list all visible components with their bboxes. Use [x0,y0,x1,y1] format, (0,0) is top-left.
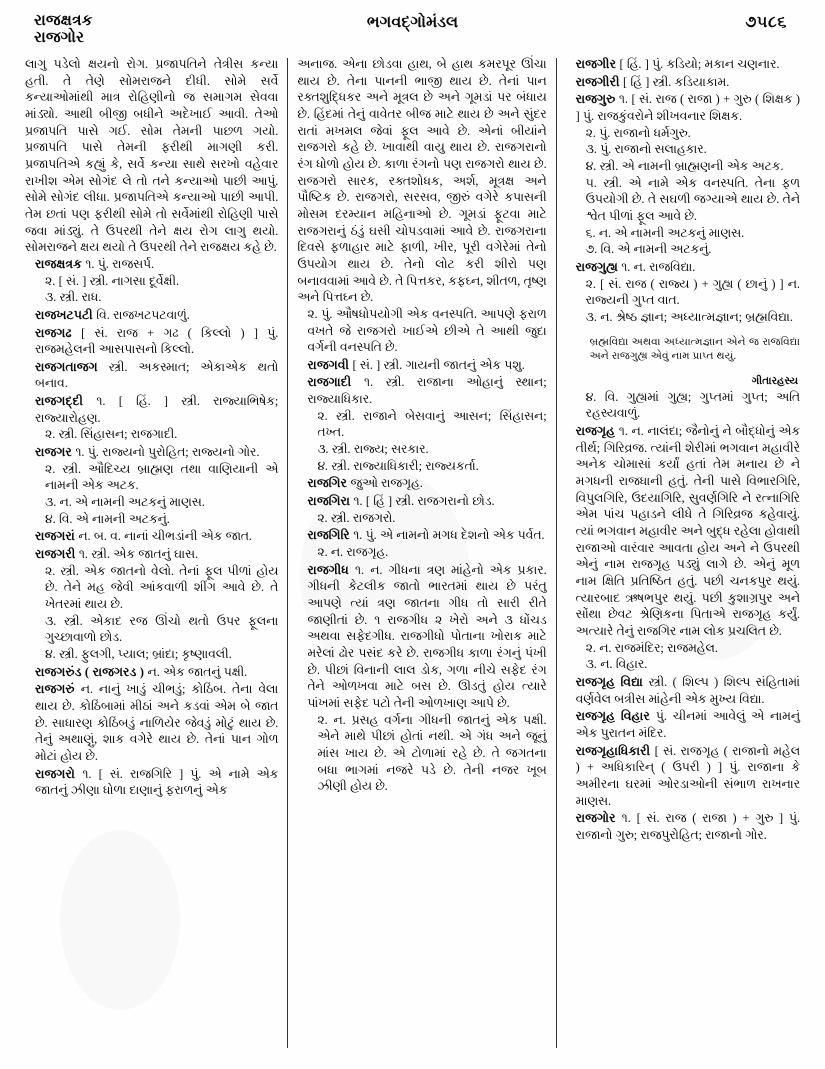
dictionary-entry[interactable] [25,664,278,681]
sense-text: જુઓ રાજગૃહ. [350,476,423,491]
sense-number: ૧. [96,394,106,409]
sense-number: ૧. [621,259,631,274]
entry-sense [307,408,546,441]
entry-sense [576,309,800,326]
sense-number: ૧. [353,494,363,509]
entry-headword[interactable]: રાજગદ્દી [35,394,97,409]
entry-sense [35,426,278,443]
entry-sense [307,544,546,561]
sense-text: [ હિં. ] પું. કડિયો; મકાન ચણનાર. [619,57,780,71]
entry-headword[interactable]: રાજગિરા [307,494,354,509]
entry-sense [35,289,278,306]
sense-number: ૨. [45,563,56,578]
entry-first-line [307,374,546,407]
sense-text: ન. બ. વ. નાનાં ચીભડાંની એક જાત. [78,529,253,544]
sense-text: પું. એ નામનો મગધ દેશનો એક પર્વત. [365,528,545,543]
entry-headword[interactable]: રાજગૃહ [575,424,619,439]
sense-text: ન. એ નામની અટકનું માણસ. [59,495,205,510]
entry-sense [35,511,278,528]
dictionary-entry[interactable] [25,307,278,324]
sense-text: [ સં. રાજ ( રાજ્ય ) + ગુહ્ય ( છાનું ) ] ન. રાજ્યની ગુપ્ત વાત. [585,276,800,308]
sense-number: ૧. [85,256,95,271]
sense-text: પું. રાજ્યનો પુરોહિત; રાજ્યનો ગોર. [87,445,260,460]
sense-number: ૨. [317,408,328,423]
entry-first-line [576,810,800,843]
entry-sense [35,461,278,494]
entry-headword[interactable]: રાજગવી [307,357,353,372]
sense-text: ન. એક જાતનું પક્ષી. [147,664,248,679]
dictionary-entry[interactable] [297,475,546,492]
dictionary-entry[interactable] [297,527,546,560]
entry-headword[interactable]: રાજગૃહ વિહાર [575,709,656,724]
text-column-3 [557,56,809,1056]
entry-headword[interactable]: રાજગુહ્ય [575,259,622,274]
entry-sense [576,225,800,242]
entry-first-line [35,393,278,426]
sense-number: ૧. [618,424,628,439]
entry-first-line [576,56,800,73]
sense-text: પું. ઔષધોપયોગી એક વનસ્પતિ. આપણે ફરાળ વખતે જે રાજગરો ખાઈએ છીએ તે આથી જુદા વર્ગની વનસ્પતિ છે. [307,306,547,355]
sense-number: ૧. [364,375,374,390]
sense-number: ૧. [621,811,631,826]
sense-number: ૧. [78,547,88,562]
sense-number: ૧. [618,92,628,107]
sense-text: સ્ત્રી. સિંહાસન; રાજગાદી. [58,427,178,442]
running-head-first-word: રાજક્ષત્રક [34,12,93,29]
entry-headword[interactable]: રાજખટપટી [35,307,97,322]
sense-text: [ સં. રાજ ( રાજા ) + ગુરુ ( શિક્ષક ) ] પું. રાજકુંવરોને શીખવનાર શિક્ષક. [575,92,800,123]
dictionary-entry[interactable] [25,444,278,527]
entry-headword[interactable]: રાજગરો [35,766,83,781]
sense-number: ૨. [317,545,328,560]
sense-number: ૧. [75,445,85,460]
dictionary-entry[interactable] [25,681,278,764]
dictionary-entry[interactable] [566,810,800,843]
entry-first-line [35,528,278,545]
sense-number: ૩. [317,442,329,457]
entry-sense [576,141,800,158]
dictionary-entry[interactable] [566,74,800,91]
dictionary-entry[interactable] [25,528,278,545]
entry-headword[interactable]: રાજગરી [35,547,79,562]
dictionary-entry[interactable] [25,325,278,358]
sense-number: ૩. [45,290,57,305]
running-head [16,12,809,56]
sense-number: ૨. [585,640,596,655]
dictionary-entry[interactable] [297,493,546,526]
sense-number: ૨. [45,273,56,288]
citation-source: ગીતારહસ્ય [751,375,798,387]
entry-headword[interactable]: રાજગિરિ [307,528,354,543]
sense-text: સ્ત્રી. ઔદિચ્ય બ્રાહ્મણ તથા વાણિયાની એ નામની એક અટક. [45,461,279,493]
running-head-last-word: રાજગોર [34,29,85,47]
sense-text: સ્ત્રી. એક જાતનું ઘાસ. [91,547,199,562]
sense-text: સ્ત્રી. રાધ. [59,290,102,305]
sense-text: [ હિં ] સ્ત્રી. રાજગરાનો છોડ. [365,494,495,509]
sense-text: [ સં. ] સ્ત્રી. ગાયની જાતનું એક પશુ. [352,357,525,372]
entry-first-line [576,259,800,276]
entry-sense [35,613,278,646]
continued-paragraph: લાગુ પડેલો ક્ષયનો રોગ. પ્રજાપતિને તેત્રીસ કન્યા હતી. તે તેણે સોમરાજને દીધી. સોમે સર્વે કન્યાઓમાંથી માત્ર રોહિણીનો જ સમાગમ સેવવા માંડ્યો. આથી બીજી બધીને અદેખાઈ આવી. તેઓ પ્રજાપતિ પાસે ગઈ. સોમ તેમની પાછળ ગયો. પ્રજાપતિ પાસે તેમની ફરીથી માગણી કરી. પ્રજાપતિએ કહ્યું કે, સર્વે કન્યા સાથે સરખો વહેવાર રાખીશ એમ સોગંદ લે તો તને કન્યાઓ પાછી આપું. સોમે સોગંદ લીધા. પ્રજાપતિએ કન્યાઓ પાછી આપી. તેમ છતાં પણ ફરીથી સોમે તો સર્વેમાંથી રોહિણી પાસે જવા માંડ્યું. તે ઉપરથી તેને ક્ષય રોગ લાગુ થયો. સોમરાજને ક્ષય થયો તે ઉપરથી તેને રાજક્ષય કહે છે. [25,57,279,255]
entry-quotation: બ્રહ્મવિદ્યા અથવા અધ્યાત્મજ્ઞાન એને જ રાજવિદ્યા અને રાજગુહ્ય એવું નામ પ્રાપ્ત થયું. [589,336,800,363]
dictionary-entry[interactable] [25,359,278,392]
columns-container [16,56,809,1056]
entry-first-line [35,664,278,681]
entry-first-line [35,681,278,764]
entry-sense [576,656,800,673]
entry-first-line [307,357,546,374]
entry-sense [576,389,800,422]
entry-headword[interactable]: રાજગૃહ વિદ્યા [575,674,649,689]
sense-text: ન. વિહાર. [600,657,648,672]
sense-text: [ સં. રાજ + ગઢ ( કિલ્લો ) ] પું. રાજમહેલની આસપાસનો કિલ્લો. [35,325,279,357]
sense-number: ૨. [585,125,596,140]
entry-first-line [307,493,546,510]
dictionary-entry[interactable] [297,357,546,374]
sense-number: ૬. [585,225,596,240]
sense-text: સ્ત્રી. રાજ્ય; સરકાર. [331,442,429,457]
sense-text: ન. રાજવિદ્યા. [633,259,696,274]
dictionary-entry[interactable] [297,374,546,474]
entry-first-line [35,766,278,799]
sense-number: ૩. [585,309,597,324]
sense-text: પું. ચીનમાં આવેલું એ નામનું એક પુરાતન મંદિર. [575,709,800,740]
entry-sense [307,441,546,458]
sense-text: વિ. એ નામની અટકનું. [58,511,170,526]
entry-first-line [35,546,278,563]
entry-sense [35,494,278,511]
sense-text: ન. રાજમંદિર; રાજમહેલ. [599,640,718,655]
sense-text: વિ. એ નામની અટકનું. [600,242,712,257]
entry-headword[interactable]: રાજગરું [35,682,81,697]
entry-sense [576,175,800,225]
entry-headword[interactable]: રાજગઢ [35,325,82,340]
sense-number: ૪. [45,646,56,661]
sense-text: વિ. ગુહ્યમાં ગુહ્ય; ગુપ્તમાં ગુપ્ત; અતિ રહસ્યવાળું. [585,389,800,421]
sense-text: [ સં. રાજગૃહ ( રાજાનો મહેલ ) + અધિકારિન્ ( ઉપરી ) ] પું. રાજાના કે અમીરના ઘરમાં ઓરડાઓની સંભાળ રાખનાર માણસ. [575,743,800,808]
entry-headword[interactable]: રાજગતાજગ [35,359,109,374]
entry-sense [307,510,546,527]
entry-first-line [576,743,800,810]
sense-text: પું. રાજાનો ધર્મગુરુ. [599,125,691,140]
sense-text: સ્ત્રી. ( શિલ્પ ) શિલ્પ સંહિતામાં વર્ણવેલ બત્રીસ માંહેની એક મુખ્ય વિદ્યા. [575,674,800,706]
entry-sense [307,712,546,795]
sense-number: ૨. [45,461,56,476]
entry-headword[interactable]: રાજગર [35,445,76,460]
sense-number: ૧. [82,766,92,781]
entry-sense [576,640,800,657]
sense-text: [ હિં. ] સ્ત્રી. રાજ્યાભિષેક; રાજ્યારોહણ. [35,394,279,425]
sense-text: સ્ત્રી. રાજાને બેસવાનું આસન; સિંહાસન; તખ્ત. [317,408,547,440]
sense-number: ૨. [45,427,56,442]
sense-text: સ્ત્રી. એકાદ રજ ઊંચો થતો ઉપર ફૂલના ગુચ્છાવાળો છોડ. [45,613,279,645]
page-number: ૭૫૮૬ [745,14,787,31]
entry-first-line [35,307,278,324]
entry-first-line [576,423,800,640]
sense-text: પું. રાજસર્પ. [97,256,155,271]
sense-text: સ્ત્રી. રાજાના ઓહાનું સ્થાન; રાજ્યાધિકાર. [307,375,547,407]
dictionary-entry[interactable] [297,562,546,795]
dictionary-entry[interactable] [25,546,278,663]
entry-headword[interactable]: રાજગરુંડ ( રાજગરડ ) [35,664,148,679]
sense-number: ૨. [585,276,596,291]
text-column-1 [16,56,287,1056]
sense-text: [ સં. રાજ ( રાજા ) + ગુરુ ] પું. રાજાનો ગુરુ; રાજપુરોહિત; રાજાનો ગોર. [575,811,801,842]
entry-headword[interactable]: રાજક્ષત્રક [35,256,86,271]
entry-headword[interactable]: રાજગોર [575,811,622,826]
sense-number: ૩. [45,495,57,510]
entry-first-line [576,674,800,707]
sense-text: સ્ત્રી. એ નામની બ્રાહ્મણની એક અટક. [599,158,784,173]
dictionary-entry[interactable] [566,56,800,73]
sense-number: ૨. [317,712,328,727]
sense-text: ન. એ નામની અટકનું માણસ. [598,225,745,240]
text-column-2 [288,56,555,1056]
dictionary-entry[interactable] [25,766,278,799]
entry-first-line [307,527,546,544]
entry-sense [35,563,278,613]
entry-headword[interactable]: રાજગીરી [575,74,624,89]
entry-headword[interactable]: રાજગીધ [307,562,356,577]
entry-headword[interactable]: રાજગૃહાધિકારી [575,743,655,758]
entry-headword[interactable]: રાજગિર [307,476,351,491]
sense-text: ન. રાજગૃહ. [330,545,389,560]
sense-number: ૩. [585,142,597,157]
entry-first-line [307,475,546,492]
dictionary-entry[interactable] [566,91,800,258]
entry-first-line [35,256,278,273]
entry-first-line [576,74,800,91]
sense-number: ૨. [317,510,328,525]
sense-number: ૪. [585,389,597,404]
sense-number: ૩. [45,613,57,628]
entry-headword[interactable]: રાજગીર [575,57,620,71]
entry-sense [576,158,800,175]
entry-headword[interactable]: રાજગરાં [35,529,79,544]
sense-number: ૩. [585,657,597,672]
entry-first-line [35,359,278,392]
sense-text: સ્ત્રી. ફુલગી, પ્યાલ; બ્રાંદા; કૃષ્ણાવલી. [58,646,232,661]
sense-number: ૫. [585,175,597,190]
sense-text: [ સં. ] સ્ત્રી. નાગસા દૂર્વેક્ષી. [58,273,180,288]
sense-text: પું. રાજાનો સલાહકાર. [600,142,707,157]
dictionary-entry[interactable] [25,393,278,443]
sense-text: સ્ત્રી. એ નામે એક વનસ્પતિ. તેના ફળ ઉપયોગી છે. તે સઘળી જગ્યાએ થાય છે. તેને શ્વેત પીળાં ફૂલ આવે છે. [585,175,800,223]
entry-sense [576,125,800,142]
dictionary-entry[interactable] [566,674,800,707]
entry-first-line [307,562,546,712]
dictionary-entry[interactable] [566,708,800,741]
entry-first-line [307,306,546,356]
entry-sense [35,646,278,663]
sense-text: ન. નાનું ખાડું ચીભડું; કોઠિંબ. તેના વેલા થાય છે. કોઠિંબામાં મીઠાં અને કડવાં એમ બે જાત છે. સાધારણ કોઠિંબડું નાળિયેર જેવડું મોટું થાય છે. તેનું અથાણું, શાક વગેરે થાય છે. તેનાં પાન ગોળ મોટાં હોય છે. [35,682,279,763]
sense-text: ન. ગીધના ત્રણ માંહેનો એક પ્રકાર. ગીધની કેટલીક જાતો ભારતમાં થાય છે પરંતુ આપણે ત્યાં ત્રણ જાતના ગીધ તો સારી રીતે જાણીતાં છે. ૧ રાજગીધ ૨ ખેરો અને ૩ ધોંચડ અથવા સફેદગીધ. રાજગીધો પોતાના ખોરાક માટે મરેલાં ઢોર પસંદ કરે છે. રાજગીધ કાળા રંગનું પંખી છે. પીછાં વિનાની લાલ ડોક, ગળા નીચે સફેદ રંગ તેને ઓળખવા માટે બસ છે. ઊડતું હોય ત્યારે પાંખમાં સફેદ પટો તેની ઓળખાણ આપે છે. [307,562,547,710]
sense-number: ૭. [585,242,598,257]
sense-text: સ્ત્રી. રાજ્યાધિકારી; રાજ્યકર્તા. [331,458,479,473]
sense-number: ૪. [317,458,329,473]
dictionary-entry[interactable] [25,256,278,306]
sense-text: [ હિં ] સ્ત્રી. કડિયાકામ. [623,74,730,89]
sense-text: [ સં. રાજગિરિ ] પું. એ નામે એક જાતનું ઝીણા ધોળા દાણાનું ફરાળનું એક [35,766,279,798]
dictionary-entry[interactable] [566,743,800,810]
sense-text: સ્ત્રી. રાજગરો. [330,510,396,525]
entry-first-line [576,708,800,741]
sense-text: ન. નાલંદા; જૈનોનું ને બૌદ્ધોનું એક તીર્થ; ગિરિવ્રજ. ત્યાંની શેરીમાં ભગવાન મહાવીરે અનેક ચોમાસાં કર્યાં હતાં તેમ મનાય છે ને મગધની રાજધાની હતું. તેની પાસે વિભારગિરિ, વિપુલગિરિ, ઉદયાગિરિ, સુવર્ણગિરિ ને રત્નાગિરિ એમ પાંચ પહાડને લીધે તે ગિરિવ્રજ કહેવાયું. ત્યાં ભગવાન મહાવીર અને બુદ્ધ રહેલા હોવાથી રાજાઓ વારંવાર આવતા હોય અને ને ઉપરથી એનું નામ રાજગૃહ પડ્યું લાગે છે. એનું મૂળ નામ ક્ષિતિ પ્રતિષ્ઠિત હતું. પછી ચનકપુર થયું. ત્યારબાદ ઋષભપુર થયું. પછી કુશાગ્રપુર અને સોંથા છેવટ શ્રેણિકના પિતાએ રાજગૃહ કર્યું. અત્યારે તેનું રાજગિર નામ લોક પ્રચલિત છે. [575,424,801,638]
book-title: ભગવદ્ગોમંડલ [366,14,459,31]
sense-text: ન. શ્રેષ્ઠ જ્ઞાન; અધ્યાત્મજ્ઞાન; બ્રહ્મવિદ્યા. [600,309,793,324]
entry-headword[interactable]: રાજગાદી [307,375,365,390]
entry-first-line [35,444,278,461]
sense-text: સ્ત્રી. એક જાતનો વેલો. તેનાં ફૂલ પીળાં હોય છે. તેને મહ જેવી આંકવાળી શીંગ આવે છે. તે ખેતરમાં થાય છે. [45,563,279,611]
entry-sense [576,241,800,258]
dictionary-entry[interactable] [566,423,800,673]
continued-paragraph: અનાજ. એના છોડવા હાથ, બે હાથ કમરપૂર ઊંચા થાય છે. તેના પાનની ભાજી થાય છે. તેનાં પાન રક્તશુદ્ધિકર અને મૂત્રલ છે અને ગૂમડાં પર બંધાય છે. હિંદમાં તેનું વાવેતર બીજ માટે થાય છે અને સુંદર રાતાં મખમલ જેવાં ફૂલ આવે છે. એનાં બીયાંને રાજગરો કહે છે. ખાવાથી વાયુ થાય છે. રાજગરાનો રંગ ધોળો હોય છે. કાળા રંગનો પણ રાજગરો થાય છે. રાજગરો સારક, રક્તશોધક, અર્શ, મૂત્રક્ષ અને પૌષ્ટિક છે. રાજગરો, સરસવ, જીરું વગેરે કપાસની મોસમ દરમ્યાન મહિનાઓ છે. ગૂમડાં ફૂટવા માટે રાજગરાનું ઠંડું ઘસી ચોપડવામાં આવે છે. રાજગરાના દિવસે ફળાહાર માટે ફાળી, ખીર, પૂરી વગેરેમાં તેનો ઉપયોગ થાય છે. તેનો લોટ કરી શીરો પણ બનાવવામાં આવે છે. તે પિત્તકર, કફઘ્ન, શીતળ, તૃષ્ણ અને પિત્તઘ્ન છે. [297,57,547,305]
sense-number: ૨. [307,306,318,321]
sense-number: ૧. [353,528,363,543]
sense-text: સ્ત્રી. અકસ્માત; એકાએક થતો બનાવ. [35,359,279,391]
entry-sense [35,273,278,290]
sense-number: ૧. [355,562,365,577]
entry-first-line [576,91,800,124]
entry-first-line [35,325,278,358]
dictionary-entry[interactable] [297,306,546,356]
entry-headword[interactable]: રાજગુરુ [575,92,619,107]
sense-number: ૪. [585,158,597,173]
sense-text: ન. પ્રસહ વર્ગના ગીધની જાતનું એક પક્ષી. એને માથે પીછાં હોતાં નથી. એ ગંધ અને જૂનું માંસ ખાય છે. એ ટોળામાં રહે છે. તે જગતના બધા ભાગમાં નજરે પડે છે. તેની નજર ખૂબ ઝીણી હોય છે. [317,712,547,794]
sense-text: વિ. રાજખટપટવાળું. [96,307,190,322]
sense-number: ૪. [45,511,56,526]
entry-sense [576,276,800,309]
entry-sense [307,458,546,475]
dictionary-entry[interactable] [566,259,800,422]
